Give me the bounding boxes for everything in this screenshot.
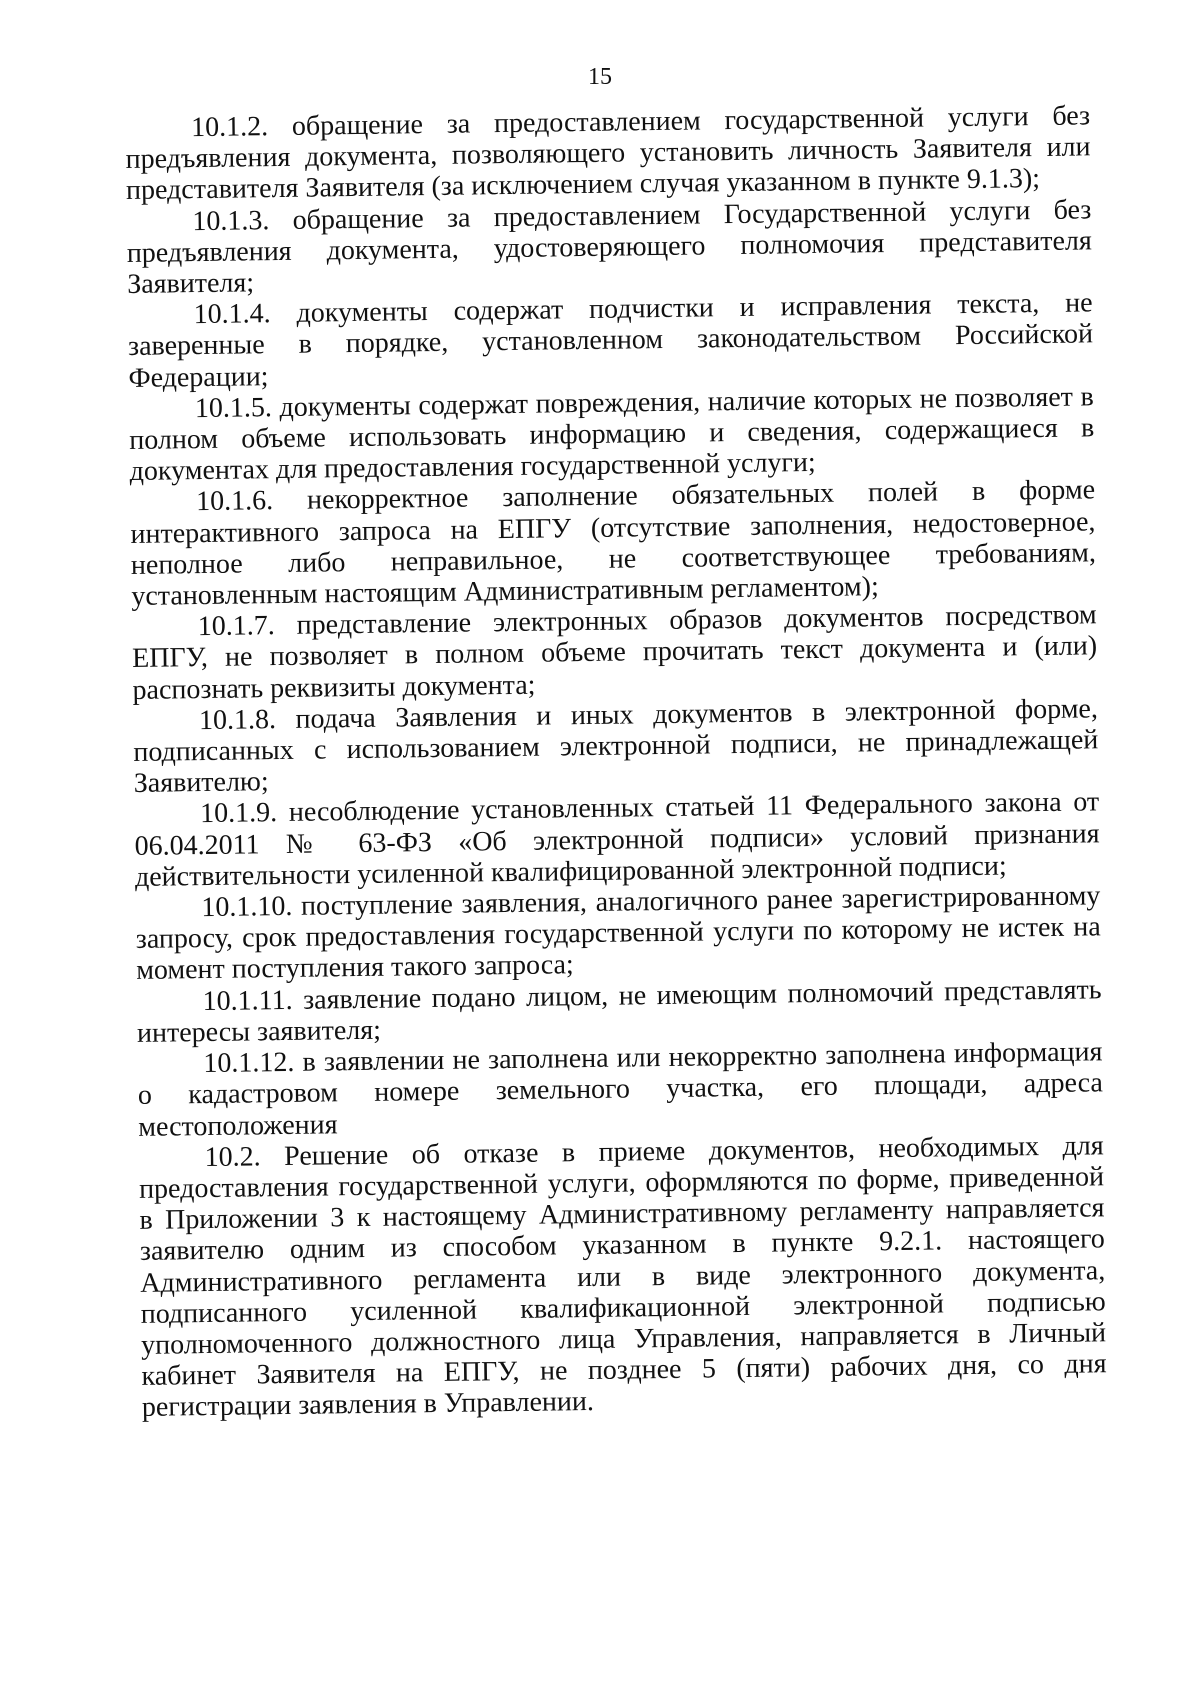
paragraph-10-1-9: 10.1.9. несоблюдение установленных статьей 11 Федерального закона от 06.04.2011 № 63-ФЗ «Об электронной подписи» условий признания действительности усиленной квалифицированной электронной подписи; bbox=[134, 786, 1100, 893]
paragraph-10-1-4: 10.1.4. документы содержат подчистки и исправления текста, не заверенные в порядке, установленном законодательством Российской Федерации; bbox=[127, 287, 1094, 394]
document-body bbox=[125, 100, 1107, 1423]
paragraph-10-1-8: 10.1.8. подача Заявления и иных документов в электронной форме, подписанных с использованием электронной подписи, не принадлежащей Заявителю; bbox=[133, 693, 1099, 800]
paragraph-10-1-7: 10.1.7. представление электронных образов документов посредством ЕПГУ, не позволяет в полном объеме прочитать текст документа и (или) распознать реквизиты документа; bbox=[131, 599, 1098, 706]
paragraph-10-1-10: 10.1.10. поступление заявления, аналогичного ранее зарегистрированному запросу, срок предоставления государственной услуги по которому не истек на момент поступления такого запроса; bbox=[135, 880, 1101, 987]
paragraph-10-1-3: 10.1.3. обращение за предоставлением Государственной услуги без предъявления документа, удостоверяющего полномочия представителя Заявителя; bbox=[126, 193, 1092, 300]
paragraph-10-1-11: 10.1.11. заявление подано лицом, не имеющим полномочий представлять интересы заявителя; bbox=[136, 973, 1102, 1049]
paragraph-10-1-12: 10.1.12. в заявлении не заполнена или некорректно заполнена информация о кадастровом номере земельного участка, его площади, адреса местоположения bbox=[137, 1036, 1103, 1143]
page-number: 15 bbox=[588, 64, 612, 90]
paragraph-10-2: 10.2. Решение об отказе в приеме документов, необходимых для предоставления государственной услуги, оформляются по форме, приведенной в Приложении 3 к настоящему Административному регламенту направляется заявителю одним из способом указанном в пункте 9.2.1. настоящего Административного регламента или в виде электронного документа, подписанного усиленной квалификационной электронной подписью уполномоченного должностного лица Управления, направляется в Личный кабинет Заявителя на ЕПГУ, не позднее 5 (пяти) рабочих дня, со дня регистрации заявления в Управлении. bbox=[138, 1129, 1107, 1424]
paragraph-10-1-2: 10.1.2. обращение за предоставлением государственной услуги без предъявления документа, позволяющего установить личность Заявителя или представителя Заявителя (за исключением случая указанном в пункте 9.1.3); bbox=[125, 100, 1091, 207]
paragraph-10-1-5: 10.1.5. документы содержат повреждения, наличие которых не позволяет в полном объеме использовать информацию и сведения, содержащиеся в документах для предоставления государственной услуги; bbox=[129, 381, 1095, 488]
paragraph-10-1-6: 10.1.6. некорректное заполнение обязательных полей в форме интерактивного запроса на ЕПГУ (отсутствие заполнения, недостоверное, неполное либо неправильное, не соответствующее требованиям, установленным настоящим Административным регламентом); bbox=[130, 474, 1097, 613]
